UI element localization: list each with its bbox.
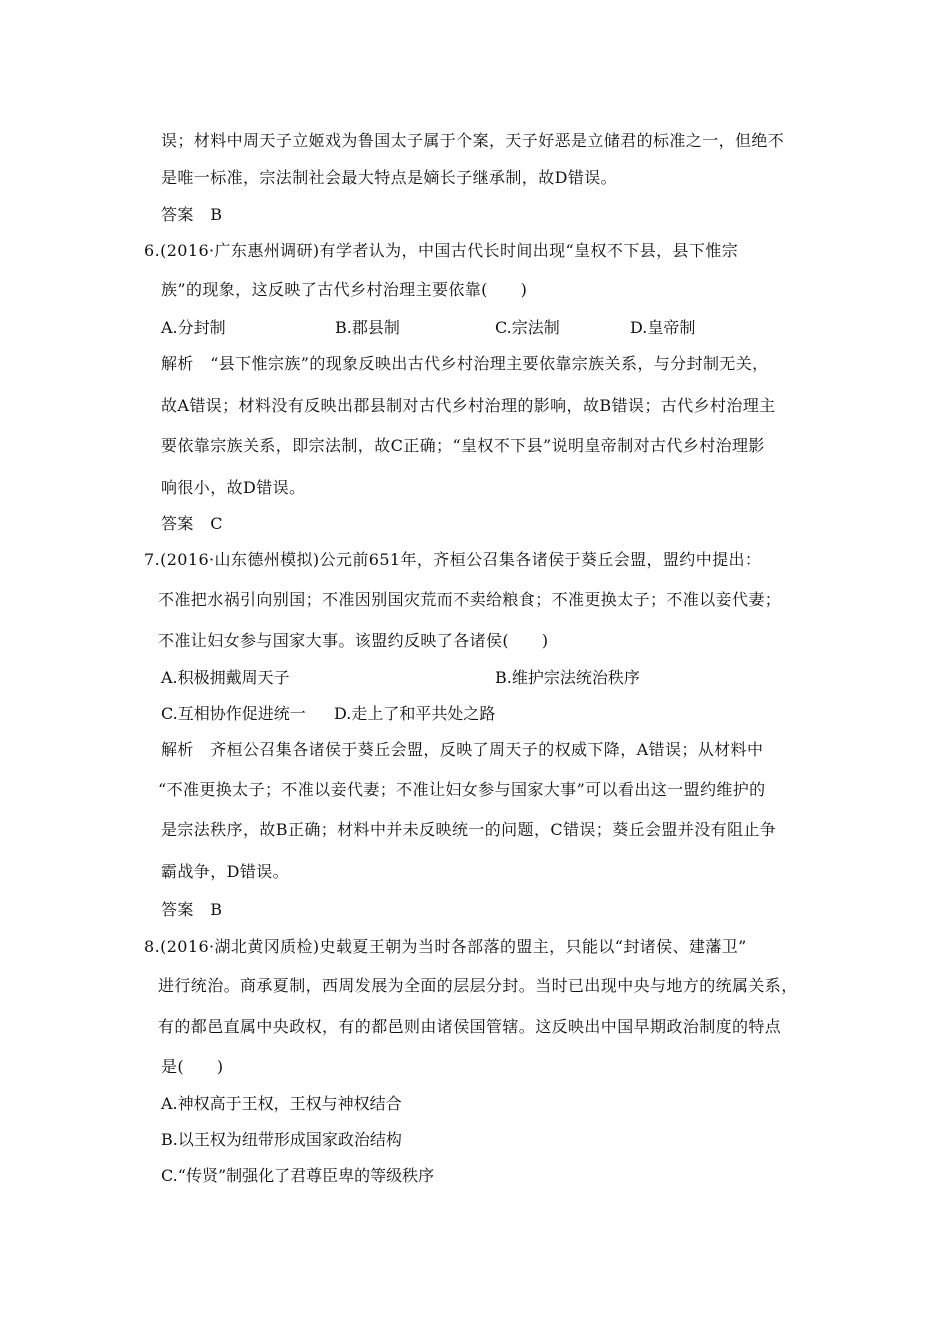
q6-option-d: D.皇帝制 (630, 318, 696, 337)
q8-stem-line-2: 进行统治。商承夏制，西周发展为全面的层层分封。当时已出现中央与地方的统属关系， (158, 976, 798, 995)
q7-option-c: C.互相协作促进统一 (161, 704, 306, 723)
q7-analysis-line-1: 解析 齐桓公召集各诸侯于葵丘会盟，反映了周天子的权威下降，A错误；从材料中 (161, 740, 764, 759)
q7-analysis-line-2: “不准更换太子；不准以妾代妻；不准让妇女参与国家大事”可以看出这一盟约维护的 (158, 780, 766, 799)
q7-analysis-line-3: 是宗法秩序，故B正确；材料中并未反映统一的问题，C错误；葵丘会盟并没有阻止争 (161, 820, 777, 839)
q6-analysis-line-1: 解析 “县下惟宗族”的现象反映出古代乡村治理主要依靠宗族关系，与分封制无关， (161, 354, 769, 373)
q7-stem-line-2: 不准把水祸引向别国；不准因别国灾荒而不卖给粮食；不准更换太子；不准以妾代妻； (158, 590, 782, 609)
q7-option-d: D.走上了和平共处之路 (334, 704, 496, 723)
q6-option-a: A.分封制 (161, 318, 226, 337)
q6-answer: 答案 C (161, 514, 223, 533)
q8-stem-line-1: 8.(2016·湖北黄冈质检)史载夏王朝为当时各部落的盟主，只能以“封诸侯、建藩卫” (144, 937, 747, 956)
q5-answer: 答案 B (161, 205, 223, 224)
q8-stem-line-4: 是( ) (161, 1057, 224, 1076)
q8-option-a: A.神权高于王权，王权与神权结合 (161, 1094, 402, 1113)
q7-stem-line-1: 7.(2016·山东德州模拟)公元前651年，齐桓公召集各诸侯于葵丘会盟，盟约中提出： (144, 550, 762, 569)
q6-analysis-line-4: 响很小，故D错误。 (161, 478, 306, 497)
q6-option-c: C.宗法制 (495, 318, 560, 337)
q7-option-b: B.维护宗法统治秩序 (495, 668, 640, 687)
q7-analysis-line-4: 霸战争，D错误。 (161, 862, 290, 881)
q6-stem-line-1: 6.(2016·广东惠州调研)有学者认为，中国古代长时间出现“皇权不下县，县下惟宗 (144, 241, 739, 260)
q6-stem-line-2: 族”的现象，这反映了古代乡村治理主要依靠( ) (161, 280, 528, 299)
q8-option-c: C.“传贤”制强化了君尊臣卑的等级秩序 (161, 1166, 435, 1185)
q7-option-a: A.积极拥戴周天子 (161, 668, 290, 687)
q7-stem-line-3: 不准让妇女参与国家大事。该盟约反映了各诸侯( ) (158, 631, 549, 650)
q5-analysis-line-1: 误；材料中周天子立姬戏为鲁国太子属于个案，天子好恶是立储君的标准之一，但绝不 (161, 131, 785, 150)
q5-analysis-line-2: 是唯一标准，宗法制社会最大特点是嫡长子继承制，故D错误。 (161, 168, 618, 187)
q6-option-b: B.郡县制 (335, 318, 400, 337)
q7-answer: 答案 B (161, 900, 223, 919)
q8-option-b: B.以王权为纽带形成国家政治结构 (161, 1130, 402, 1149)
q8-stem-line-3: 有的都邑直属中央政权，有的都邑则由诸侯国管辖。这反映出中国早期政治制度的特点 (158, 1017, 782, 1036)
q6-analysis-line-3: 要依靠宗族关系，即宗法制，故C正确；“皇权不下县”说明皇帝制对古代乡村治理影 (161, 436, 765, 455)
q6-analysis-line-2: 故A错误；材料没有反映出郡县制对古代乡村治理的影响，故B错误；古代乡村治理主 (161, 396, 776, 415)
